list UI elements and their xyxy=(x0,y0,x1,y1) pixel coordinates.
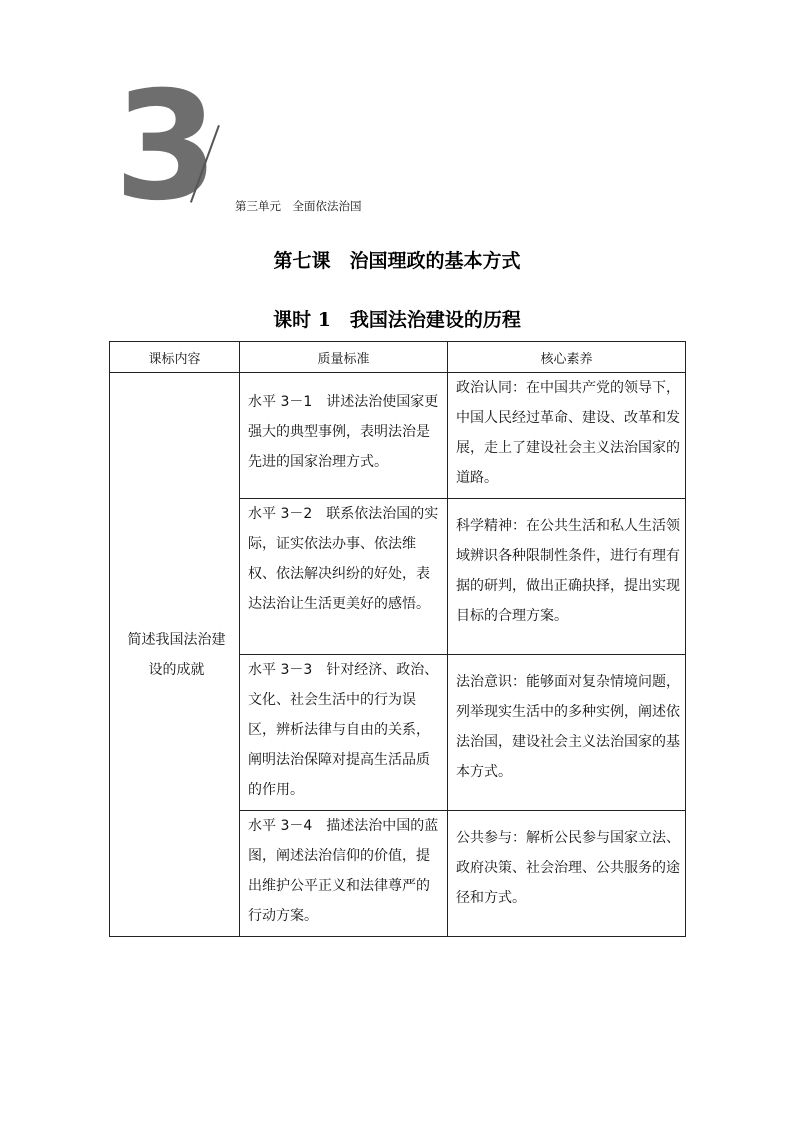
standard-cell: 水平 3－3 针对经济、政治、文化、社会生活中的行为误区，辨析法律与自由的关系，阐明法治保障对提高生活品质的作用。 xyxy=(240,655,448,811)
table-row xyxy=(110,373,686,499)
literacy-cell: 科学精神：在公共生活和私人生活领域辨识各种限制性条件，进行有理有据的研判，做出正确抉择，提出实现目标的合理方案。 xyxy=(448,499,686,655)
period-title: 课时 1 我国法治建设的历程 xyxy=(273,309,521,331)
standard-cell: 水平 3－2 联系依法治国的实际，证实依法办事、依法维权、依法解决纠纷的好处，表达法治让生活更美好的感悟。 xyxy=(240,499,448,655)
literacy-cell: 公共参与：解析公民参与国家立法、政府决策、社会治理、公共服务的途径和方式。 xyxy=(448,811,686,937)
curriculum-standards-table xyxy=(109,341,686,937)
header-literacy: 核心素养 xyxy=(448,342,686,373)
literacy-cell: 政治认同：在中国共产党的领导下，中国人民经过革命、建设、改革和发展，走上了建设社会主义法治国家的道路。 xyxy=(448,373,686,499)
table-header-row xyxy=(110,342,686,373)
lesson-title: 第七课 治国理政的基本方式 xyxy=(273,250,521,272)
unit-number: 3 xyxy=(114,60,215,234)
standard-cell: 水平 3－1 讲述法治使国家更强大的典型事例，表明法治是先进的国家治理方式。 xyxy=(240,373,448,499)
header-standard: 质量标准 xyxy=(240,342,448,373)
header-content: 课标内容 xyxy=(110,342,240,373)
literacy-cell: 法治意识：能够面对复杂情境问题，列举现实生活中的多种实例，阐述依法治国，建设社会主义法治国家的基本方式。 xyxy=(448,655,686,811)
standard-cell: 水平 3－4 描述法治中国的蓝图，阐述法治信仰的价值，提出维护公平正义和法律尊严的行动方案。 xyxy=(240,811,448,937)
content-cell: 简述我国法治建 设的成就 xyxy=(110,373,240,937)
unit-label: 第三单元 全面依法治国 xyxy=(235,199,362,213)
